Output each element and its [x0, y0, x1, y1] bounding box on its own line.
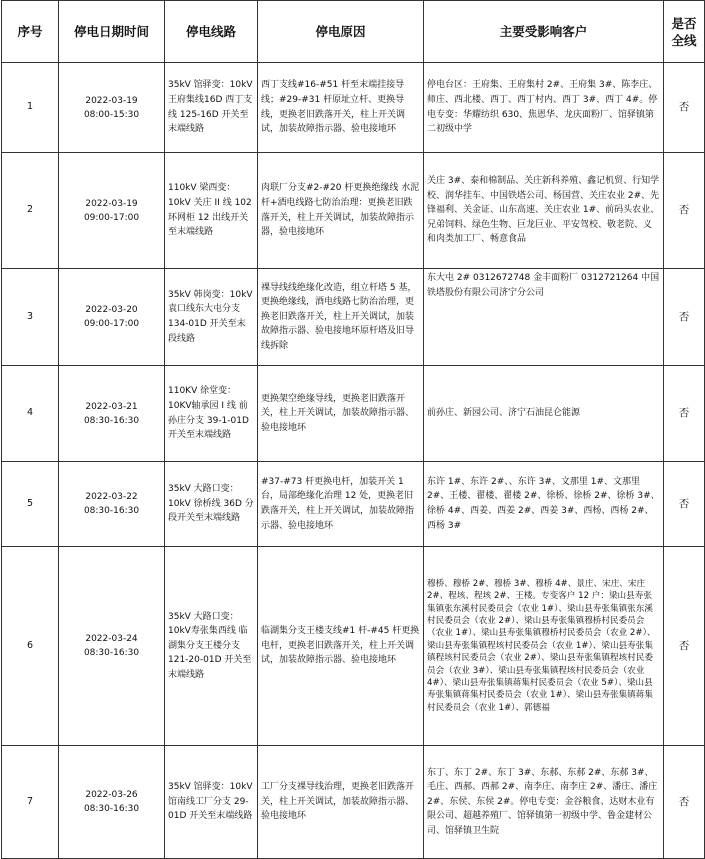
cell-whole-line: 否 — [664, 746, 705, 859]
header-reason: 停电原因 — [258, 1, 424, 63]
cell-line: 110KV 徐堂变：10KV轴承园 I 线 前孙庄分支 39-1-01D开关至末端线路 — [165, 366, 258, 462]
header-whole-line: 是否全线 — [664, 1, 705, 63]
cell-reason: 临湖集分支王楼支线#1 杆-#45 杆更换电杆，更换老旧跌落开关，柱上开关调试，加装故障指示器、验电接地环 — [258, 547, 424, 746]
cell-date: 2022-03-22 — [85, 492, 138, 502]
cell-whole-line: 否 — [664, 366, 705, 462]
cell-seq: 3 — [2, 269, 59, 366]
cell-reason: 更换架空绝缘导线，更换老旧跌落开关，柱上开关调试，加装故障指示器、验电接地环 — [258, 366, 424, 462]
outage-table — [1, 0, 705, 859]
cell-date: 2022-03-19 — [85, 198, 138, 209]
cell-date: 2022-03-21 — [85, 401, 138, 412]
cell-customers: 穆桥、穆桥 2#、穆桥 3#、穆桥 4#、景庄、宋庄、宋庄 2#、程垓、程垓 2#、王楼。专变客户 12 户：梁山县寿张集镇张东溪村民委员会（农业 1#）、梁山县寿张集镇张东溪村民委员会（农业 2#）、梁山县寿张集镇穆桥村民委员会（农业 1#）、梁山县寿张集镇穆桥村民委员会（农业 2#）、梁山县寿张集镇程垓村民委员会（农业 1#）、梁山县寿张集镇程垓村民委员会（农业 2#）、梁山县寿张集镇程垓村民委员会（农业 3#）、梁山县寿张集镇程垓村民委员会（农业 4#）、梁山县寿张集镇蒋集村民委员会（农业 5#）、梁山县寿张集镇蒋集村民委员会（农业 1#）、梁山县寿张集镇蒋集村民委员会（农业 1#）、郭德福 — [424, 547, 664, 746]
cell-line: 35kV 馆驿变：10kV王府集线16D 西丁支线 125-16D 开关至末端线路 — [165, 63, 258, 153]
table-row — [2, 269, 705, 366]
cell-date: 2022-03-24 — [85, 634, 138, 644]
cell-datetime — [59, 63, 165, 153]
cell-time: 08:30-16:30 — [83, 415, 140, 426]
header-row — [2, 1, 705, 63]
cell-whole-line: 否 — [664, 462, 705, 547]
cell-time: 08:30-16:30 — [83, 804, 140, 814]
table-row — [2, 366, 705, 462]
cell-reason: #37-#73 杆更换电杆，加装开关 1 台，局部绝缘化治理 12 处，更换老旧跌落开关，柱上开关调试，加装故障指示器、验电接地环 — [258, 462, 424, 547]
cell-date: 2022-03-26 — [85, 790, 138, 800]
cell-seq: 6 — [2, 547, 59, 746]
cell-reason: 裸导线线绝缘化改造，组立杆塔 5 基，更换绝缘线，酒电线路七防治治理，更换老旧跌落开关，柱上开关调试，加装故障指示器、验电接地环原杆塔及旧导线拆除 — [258, 269, 424, 366]
cell-line: 35kV 大路口变：10kV寿张集西线 临湖集分支王楼分支121-20-01D 开关至末端线路 — [165, 547, 258, 746]
table-row — [2, 63, 705, 153]
cell-reason: 肉联厂分支#2-#20 杆更换绝缘线 水泥杆+酒电线路七防治治理：更换老旧跌落开关，柱上开关调试，加装故障指示器，验电接地环 — [258, 153, 424, 269]
cell-datetime — [59, 547, 165, 746]
cell-datetime — [59, 366, 165, 462]
cell-whole-line: 否 — [664, 63, 705, 153]
cell-customers: 前孙庄、新园公司、济宁石油昆仑能源 — [424, 366, 664, 462]
table-row — [2, 547, 705, 746]
cell-seq: 5 — [2, 462, 59, 547]
cell-line: 110kV 梁西变：10kV 关庄 II 线 102 环网柜 12 出线开关至末端线路 — [165, 153, 258, 269]
cell-datetime — [59, 153, 165, 269]
cell-line: 35kV 馆驿变：10kV馆南线工厂分支 29-01D 开关至末端线路 — [165, 746, 258, 859]
header-line: 停电线路 — [165, 1, 258, 63]
cell-datetime — [59, 746, 165, 859]
header-datetime: 停电日期时间 — [59, 1, 165, 63]
cell-customers: 停电台区：王府集、王府集村 2#、王府集 3#、陈李庄、师庄、西北楼、西丁、西丁村内、西丁 3#、西丁 4#。停电专变：华耀纺织 630、焦恩华、龙庆面粉厂、馆驿镇第二初级中学 — [424, 63, 664, 153]
cell-seq: 1 — [2, 63, 59, 153]
cell-datetime — [59, 462, 165, 547]
cell-datetime — [59, 269, 165, 366]
cell-reason: 西丁支线#16-#51 杆至末端挂接导线；#29-#31 杆原址立杆、更换导线，更换老旧跌落开关，柱上开关调试，加装故障指示器、验电接地环 — [258, 63, 424, 153]
cell-customers: 东丁、东丁 2#、东丁 3#、东郝、东郝 2#、东郝 3#、毛庄、西郝、西郝 2#、南李庄、南李庄 2#、潘庄、潘庄 2#、东侯、东侯 2#。停电专变：金谷粮食、达财木业有限公司、超越养殖厂、馆驿镇第一初级中学、鲁金建材公司、馆驿镇卫生院 — [424, 746, 664, 859]
cell-time: 09:00-17:00 — [83, 212, 140, 223]
cell-date: 2022-03-20 — [85, 305, 138, 315]
cell-customers: 东许 1#、东许 2#、、东许 3#、文那里 1#、文那里 2#、王楼、翟楼、翟楼 2#、徐桥、徐桥 2#、徐桥 3#、徐桥 4#、西姜、西姜 2#、西姜 3#、西杨、西杨 2#、西杨 3# — [424, 462, 664, 547]
table-row — [2, 153, 705, 269]
cell-line: 35kV 韩岗变：10kV袁口线东大屯分支 134-01D 开关至末段线路 — [165, 269, 258, 366]
cell-seq: 4 — [2, 366, 59, 462]
cell-time: 08:00-15:30 — [83, 109, 140, 120]
header-customers: 主要受影响客户 — [424, 1, 664, 63]
cell-time: 08:30-16:30 — [83, 506, 140, 516]
cell-customers: 东大屯 2# 0312672748 金丰面粉厂 0312721264 中国铁塔股份有限公司济宁分公司 — [424, 269, 664, 366]
cell-whole-line: 否 — [664, 153, 705, 269]
cell-line: 35kV 大路口变：10kV 徐桥线 36D 分段开关至末端线路 — [165, 462, 258, 547]
cell-date: 2022-03-19 — [85, 95, 138, 106]
cell-whole-line: 否 — [664, 269, 705, 366]
header-seq: 序号 — [2, 1, 59, 63]
cell-seq: 2 — [2, 153, 59, 269]
cell-time: 09:00-17:00 — [83, 319, 140, 329]
cell-time: 08:30-16:30 — [83, 648, 140, 658]
cell-reason: 工厂分支裸导线治理，更换老旧跌落开关，柱上开关调试，加装故障指示器、验电接地环 — [258, 746, 424, 859]
cell-seq: 7 — [2, 746, 59, 859]
table-row — [2, 746, 705, 859]
cell-whole-line: 否 — [664, 547, 705, 746]
table-row — [2, 462, 705, 547]
cell-customers: 关庄 3#、泰和棉制品、关庄新科养殖、鑫记机贸、行知学校、润华挂车、中国铁塔公司、杨国营、关庄农业 2#、先锋福利、关金证、山东高速、关庄农业 1#、前码头农业、兄弟饲料、绿色生物、巨龙巨业、平安驾校、敬老院、义和肉类加工厂、畅意食品 — [424, 153, 664, 269]
